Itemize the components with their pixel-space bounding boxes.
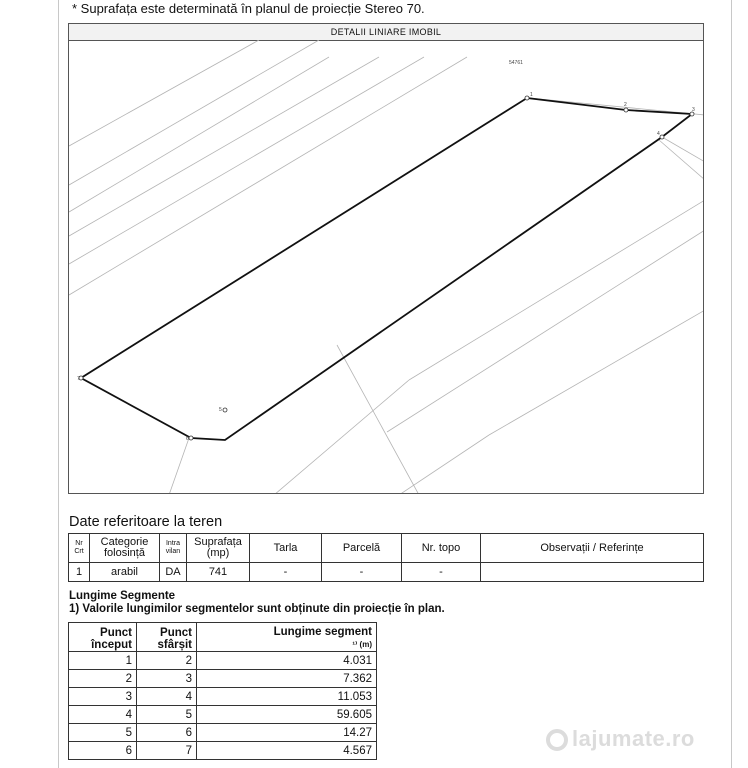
header-categorie: Categorie folosință	[90, 534, 160, 563]
watermark: lajumate.ro	[546, 726, 695, 752]
cell-length: 4.567	[197, 742, 377, 760]
cell-length: 4.031	[197, 652, 377, 670]
map-header: DETALII LINIARE IMOBIL	[69, 24, 703, 41]
plot-number-label: 54761	[509, 60, 523, 66]
header-intravilan: Intra vilan	[160, 534, 187, 563]
cell-start: 2	[69, 670, 137, 688]
segments-table	[68, 622, 377, 760]
point-label: 5	[219, 407, 222, 413]
point-label: 7	[77, 376, 80, 382]
land-data-title: Date referitoare la teren	[69, 514, 223, 530]
cell-end: 2	[137, 652, 197, 670]
parcel-plan-drawing	[69, 40, 704, 494]
cell-categorie: arabil	[90, 563, 160, 582]
page-border-left	[58, 0, 59, 768]
cell-start: 1	[69, 652, 137, 670]
cell-end: 4	[137, 688, 197, 706]
cell-tarla: -	[250, 563, 322, 582]
table-row	[69, 706, 377, 724]
cell-observatii	[481, 563, 704, 582]
cell-parcela: -	[322, 563, 402, 582]
table-row	[69, 724, 377, 742]
point-label: 6	[186, 436, 189, 442]
header-lungime: Lungime segment ¹⁾ (m)	[197, 623, 377, 652]
header-observatii: Observații / Referințe	[481, 534, 704, 563]
table-row	[69, 563, 704, 582]
land-data-table	[68, 533, 704, 582]
point-label: 2	[624, 102, 627, 108]
header-nr-crt: Nr Crt	[69, 534, 90, 563]
cell-start: 4	[69, 706, 137, 724]
header-tarla: Tarla	[250, 534, 322, 563]
cell-length: 59.605	[197, 706, 377, 724]
parcel-outline	[81, 98, 692, 440]
header-parcela: Parcelă	[322, 534, 402, 563]
segments-title: Lungime Segmente	[69, 590, 176, 602]
point-label: 4	[657, 131, 660, 137]
cell-end: 7	[137, 742, 197, 760]
cell-nr-topo: -	[402, 563, 481, 582]
cell-length: 11.053	[197, 688, 377, 706]
cell-nr: 1	[69, 563, 90, 582]
watermark-logo-icon	[546, 729, 568, 751]
cell-end: 5	[137, 706, 197, 724]
table-row	[69, 742, 377, 760]
segments-note: 1) Valorile lungimilor segmentelor sunt obținute din proiecție în plan.	[69, 603, 445, 615]
table-row	[69, 688, 377, 706]
cell-intravilan: DA	[160, 563, 187, 582]
point-label: 3	[692, 107, 695, 113]
cell-length: 14.27	[197, 724, 377, 742]
header-punct-sfarsit: Punct sfârșit	[137, 623, 197, 652]
vertex-markers	[79, 96, 694, 440]
table-row	[69, 652, 377, 670]
cell-suprafata: 741	[187, 563, 250, 582]
header-punct-inceput: Punct început	[69, 623, 137, 652]
cell-start: 6	[69, 742, 137, 760]
parcel-map	[68, 23, 704, 494]
table-row	[69, 670, 377, 688]
header-nr-topo: Nr. topo	[402, 534, 481, 563]
header-suprafata: Suprafața (mp)	[187, 534, 250, 563]
cell-length: 7.362	[197, 670, 377, 688]
cell-start: 5	[69, 724, 137, 742]
cell-end: 3	[137, 670, 197, 688]
surface-note: * Suprafața este determinată în planul de proiecție Stereo 70.	[72, 1, 425, 16]
point-label: 1	[530, 92, 533, 98]
cell-end: 6	[137, 724, 197, 742]
page-border-right	[731, 0, 732, 768]
cell-start: 3	[69, 688, 137, 706]
